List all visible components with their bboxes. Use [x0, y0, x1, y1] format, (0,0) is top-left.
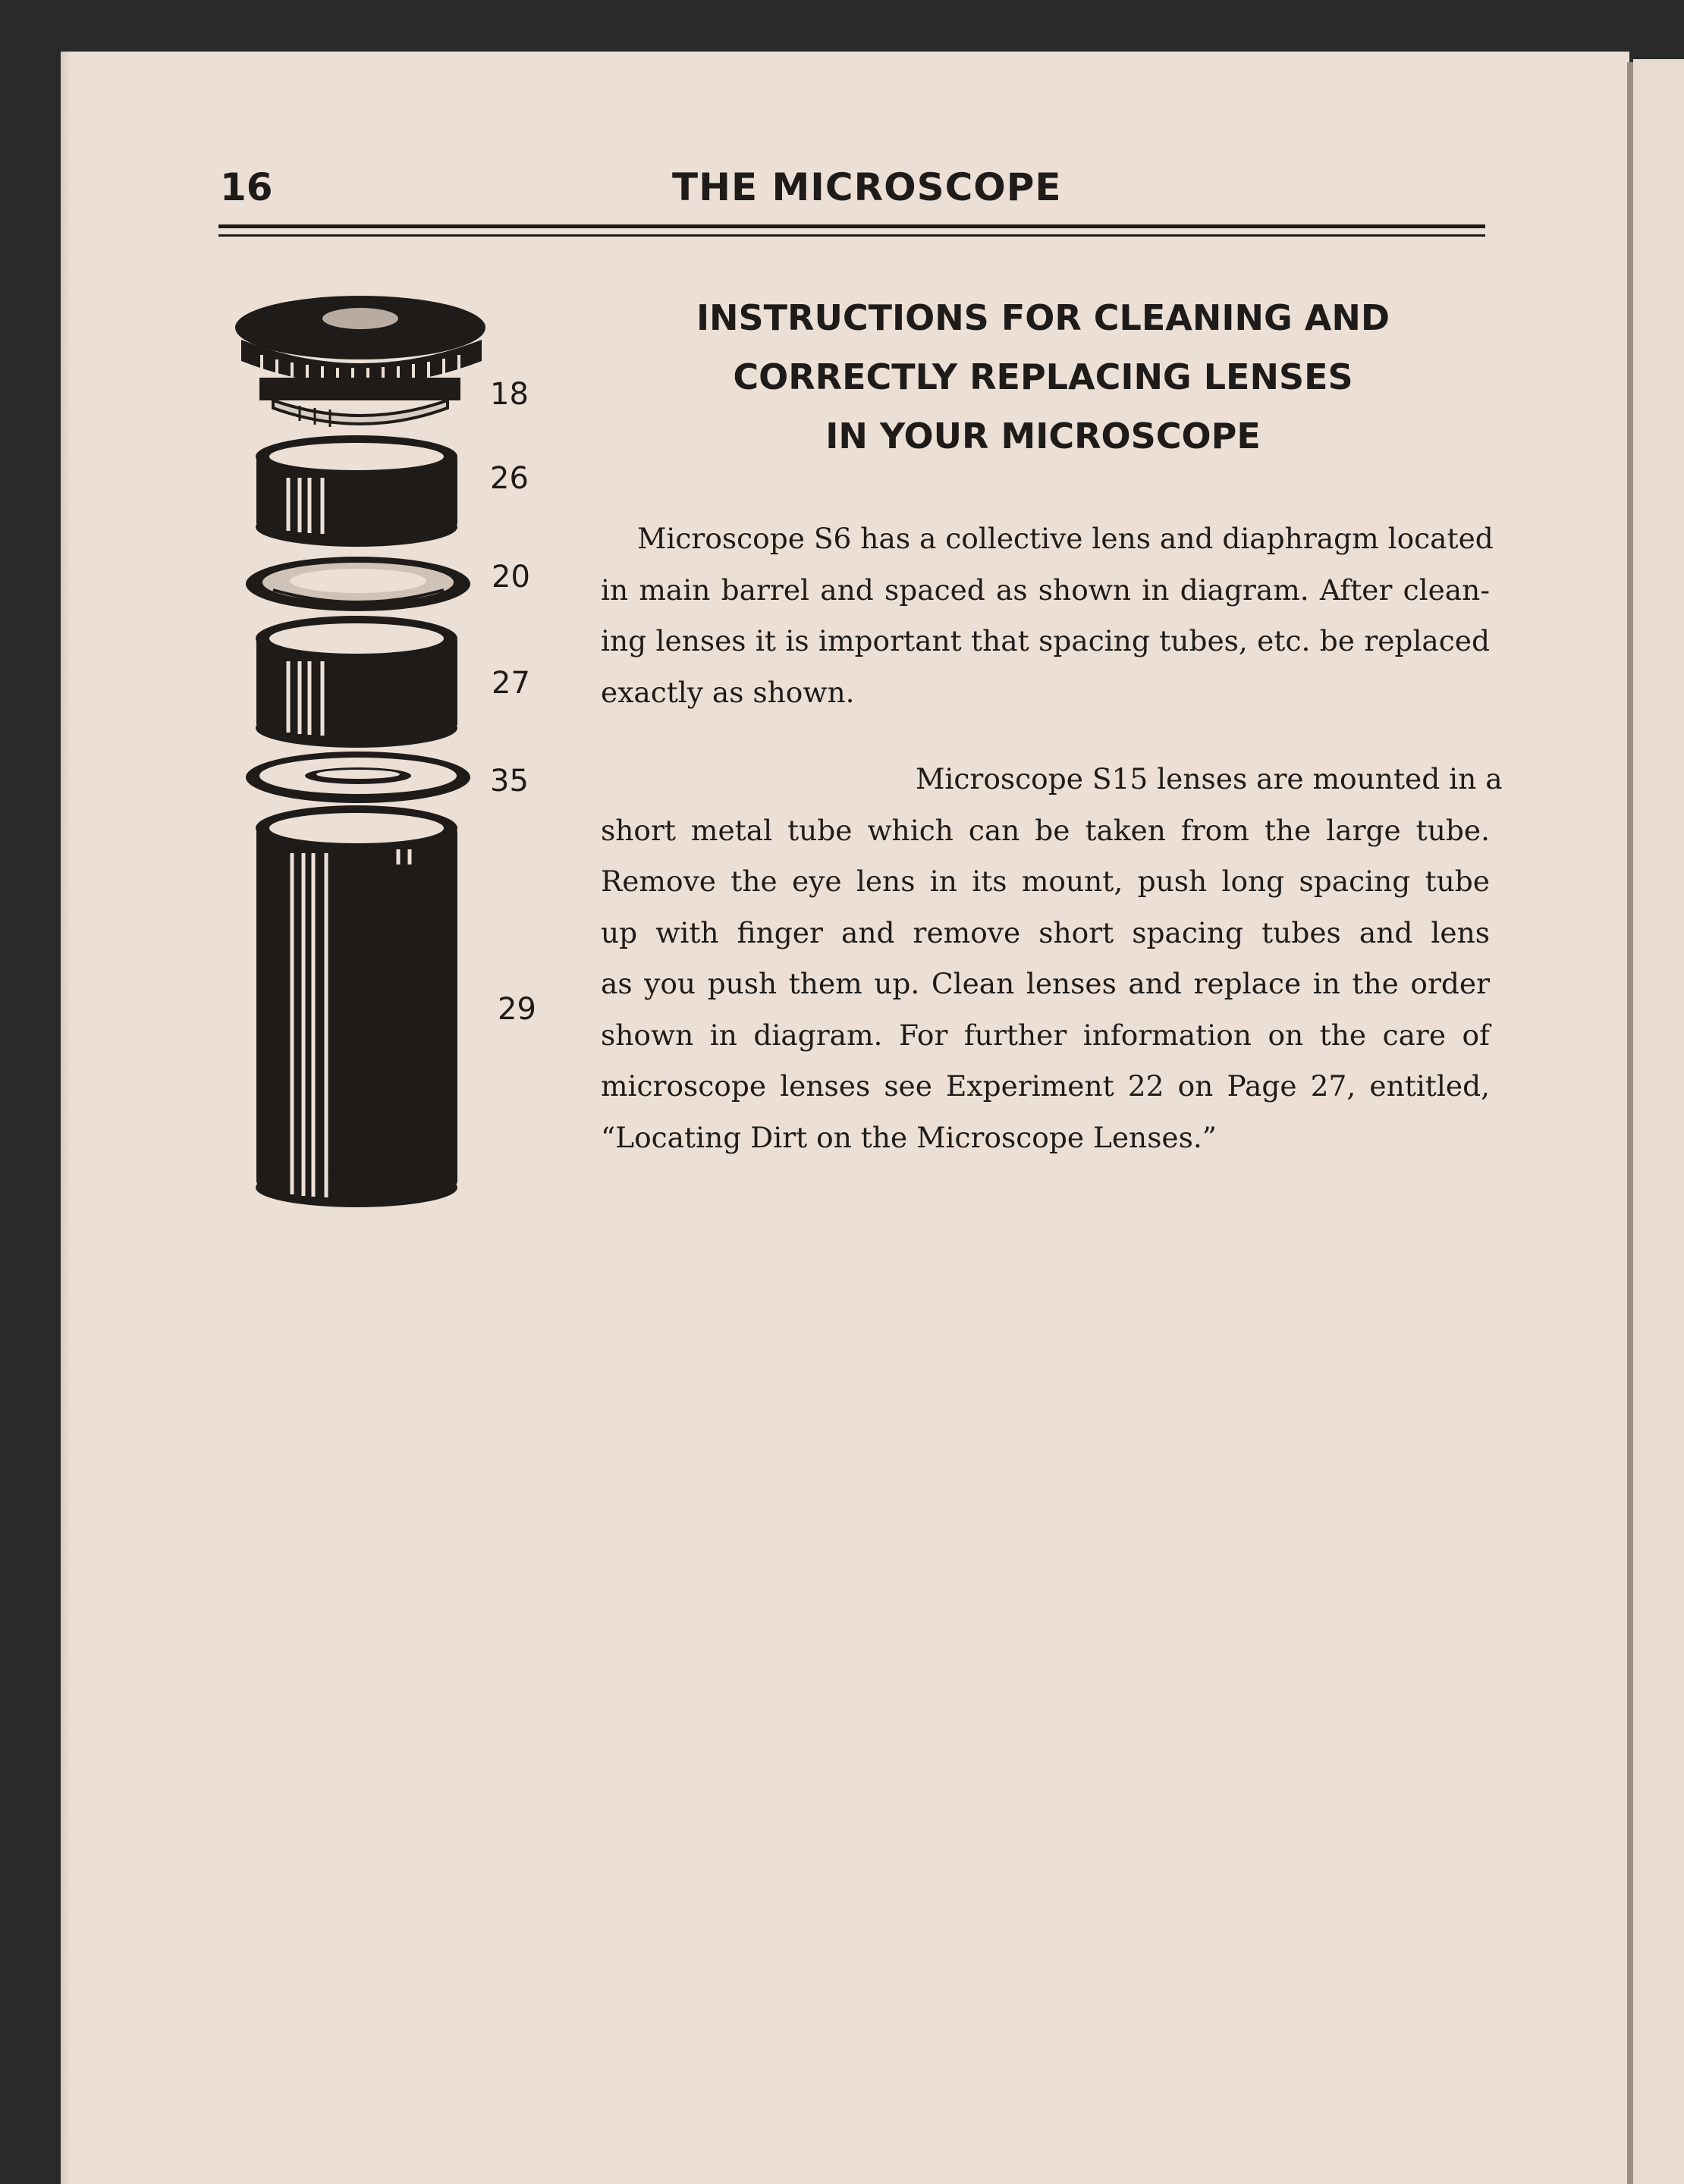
- paragraph-line: up with finger and remove short spacing tubes and lens: [601, 915, 1490, 949]
- part-label-27: 27: [492, 666, 530, 701]
- lens-parts-diagram: [228, 288, 569, 1213]
- paragraph-line: ing lenses it is important that spacing tubes, etc. be replaced: [601, 624, 1490, 657]
- running-title: THE MICROSCOPE: [672, 165, 1062, 209]
- paragraph-line: shown in diagram. For further information on the care of: [601, 1018, 1490, 1052]
- diaphragm-washer-part: [246, 752, 470, 803]
- page-number: 16: [220, 165, 273, 209]
- facing-page-edge: [1633, 59, 1684, 2184]
- header-rule-thin: [218, 234, 1485, 237]
- short-spacing-tube-part: [256, 435, 457, 547]
- page-edge: [61, 52, 71, 2184]
- heading-line: INSTRUCTIONS FOR CLEANING AND: [696, 297, 1390, 338]
- heading-line: IN YOUR MICROSCOPE: [825, 416, 1261, 457]
- spacing-tube-part: [256, 616, 457, 748]
- paragraph-line: Remove the eye lens in its mount, push long spacing tube: [601, 864, 1490, 898]
- part-label-35: 35: [490, 764, 529, 799]
- part-label-18: 18: [490, 377, 529, 412]
- part-label-26: 26: [490, 461, 529, 496]
- paragraph-line: “Locating Dirt on the Microscope Lenses.”: [601, 1120, 1217, 1154]
- paragraph-line: in main barrel and spaced as shown in diagram. After clean-: [601, 573, 1490, 607]
- paragraph-line: Microscope S15 lenses are mounted in a: [916, 762, 1503, 795]
- long-spacing-tube-part: [256, 805, 457, 1207]
- paragraph-s6: [601, 513, 1494, 718]
- lens-parts-drawing: [228, 288, 569, 1213]
- paragraph-line: exactly as shown.: [601, 675, 855, 709]
- paragraph-line: short metal tube which can be taken from the large tube.: [601, 813, 1490, 847]
- eye-lens-cap-part: [235, 296, 485, 427]
- section-heading: [599, 288, 1487, 466]
- header-rule-thick: [218, 224, 1485, 228]
- paragraph-s15: [601, 754, 1503, 1163]
- paragraph-line: Microscope S6 has a collective lens and diaphragm located: [637, 522, 1494, 555]
- book-spine: [1627, 62, 1633, 2184]
- paragraph-line: microscope lenses see Experiment 22 on Page 27, entitled,: [601, 1069, 1490, 1103]
- paragraph-line: as you push them up. Clean lenses and replace in the order: [601, 967, 1490, 1000]
- collective-lens-part: [246, 557, 470, 611]
- part-label-20: 20: [492, 560, 530, 595]
- part-label-29: 29: [498, 992, 536, 1027]
- heading-line: CORRECTLY REPLACING LENSES: [733, 356, 1353, 397]
